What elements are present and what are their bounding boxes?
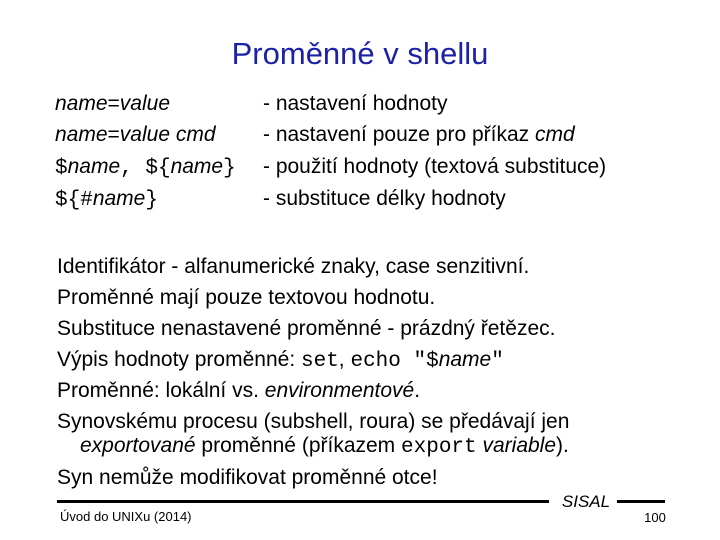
code-variable: variable [476, 434, 557, 457]
body-line-1: Identifikátor - alfanumerické znaky, case senzitivní. [57, 255, 530, 278]
footer-sisal: SISAL [561, 492, 611, 511]
body-line-5 [57, 376, 420, 406]
body-line-6: Synovskému procesu (subshell, roura) se předávají jen [57, 410, 570, 433]
text-environment: environmentové [264, 379, 415, 402]
code-brace-open: , ${ [120, 157, 171, 180]
text: ). [556, 434, 569, 457]
code-name: name [67, 155, 121, 178]
slide-title: Proměnné v shellu [231, 36, 489, 71]
code-name: name [438, 348, 492, 371]
text-exported: exportované [80, 434, 196, 457]
text: proměnné (příkazem [195, 434, 402, 457]
code-name: name [55, 92, 108, 115]
syntax-row-length [55, 185, 506, 213]
text: Výpis hodnoty proměnné: [57, 348, 301, 371]
code-name: name [55, 123, 108, 146]
code-brace-close: } [145, 189, 158, 212]
code-name: name [170, 155, 224, 178]
code-dollar: $ [55, 157, 68, 180]
syntax-desc: - použití hodnoty (textová substituce) [263, 155, 607, 178]
code-echo: echo "$ [350, 350, 439, 373]
text: Proměnné: lokální vs. [57, 379, 265, 402]
syntax-row-use [55, 153, 607, 181]
syntax-row-assign-cmd [55, 121, 575, 149]
syntax-desc: - nastavení hodnoty [263, 92, 448, 115]
code-set: set [300, 350, 339, 373]
footer-rule-left [57, 500, 549, 503]
code-length-open: ${# [55, 189, 93, 212]
body-line-2: Proměnné mají pouze textovou hodnotu. [57, 286, 436, 309]
code-export: export [401, 436, 477, 459]
code-cmd: cmd [170, 123, 216, 146]
syntax-row-assign [55, 90, 448, 118]
page-number: 100 [644, 510, 666, 525]
code-equals: = [107, 92, 120, 115]
footer-course: Úvod do UNIXu (2014) [60, 509, 192, 524]
desc-cmd: cmd [535, 123, 575, 146]
body-line-7 [80, 431, 569, 463]
text: , [338, 348, 351, 371]
syntax-desc: - substituce délky hodnoty [263, 187, 506, 210]
code-name: name [92, 187, 146, 210]
syntax-desc: - nastavení pouze pro příkaz cmd [263, 123, 575, 146]
code-brace-close: } [223, 157, 236, 180]
code-equals: = [107, 123, 120, 146]
body-line-4 [57, 345, 504, 377]
body-line-3: Substituce nenastavené proměnné - prázdný řetězec. [57, 317, 556, 340]
footer-rule-right [617, 500, 665, 503]
body-line-8: Syn nemůže modifikovat proměnné otce! [57, 466, 438, 489]
code-quote: " [491, 350, 504, 373]
code-value: value [119, 123, 170, 146]
text: . [414, 379, 421, 402]
code-value: value [119, 92, 170, 115]
